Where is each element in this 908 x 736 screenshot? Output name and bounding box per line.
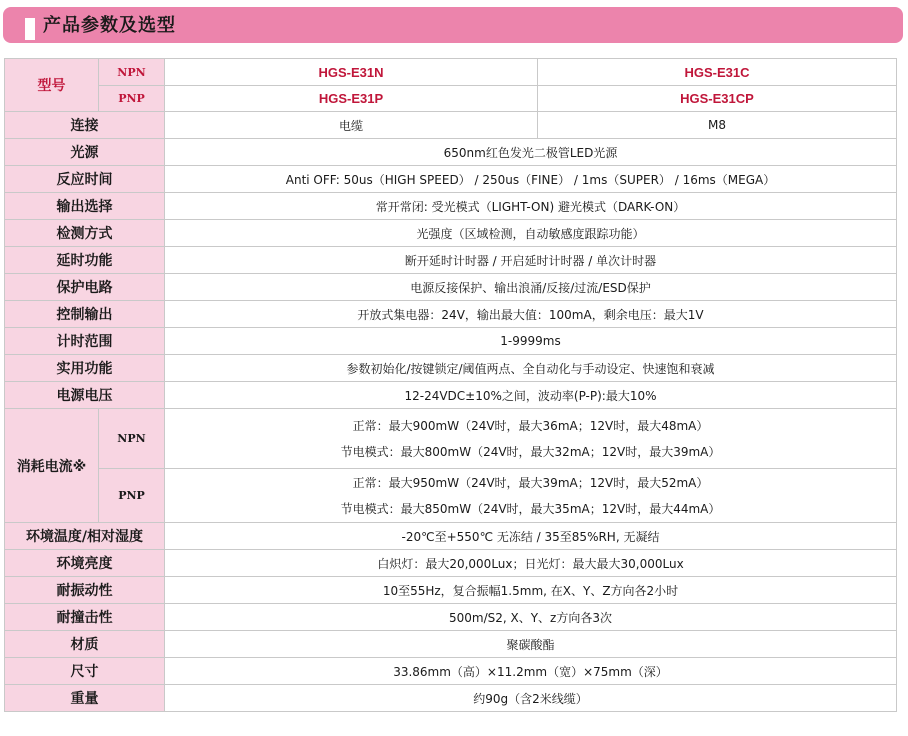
spec-row-value: 断开延时计时器 / 开启延时计时器 / 单次计时器: [165, 247, 897, 274]
spec-row-label: 尺寸: [5, 658, 165, 685]
spec-row-label: 延时功能: [5, 247, 165, 274]
current-pnp-eco: 节电模式：最大850mW（24V时，最大35mA；12V时，最大44mA）: [340, 501, 721, 516]
spec-row-value: 聚碳酸酯: [165, 631, 897, 658]
spec-row-value: 常开常闭: 受光模式（LIGHT-ON) 避光模式（DARK-ON）: [165, 193, 897, 220]
spec-row: [5, 604, 897, 631]
spec-table: [4, 58, 897, 712]
spec-row: [5, 658, 897, 685]
spec-row-value: 500m/S2, X、Y、z方向各3次: [165, 604, 897, 631]
spec-row-label: 环境亮度: [5, 550, 165, 577]
spec-row: [5, 247, 897, 274]
spec-row-value: 33.86mm（高）×11.2mm（宽）×75mm（深）: [165, 658, 897, 685]
spec-row-label: 控制输出: [5, 301, 165, 328]
spec-row-label: 耐撞击性: [5, 604, 165, 631]
current-npn-value: [165, 409, 897, 469]
model-npn-b: HGS-E31C: [538, 59, 897, 86]
spec-row: [5, 328, 897, 355]
spec-row: [5, 139, 897, 166]
spec-row-label: 材质: [5, 631, 165, 658]
spec-row-value: 白炽灯：最大20,000Lux；日光灯：最大最大30,000Lux: [165, 550, 897, 577]
page-title: 产品参数及选型: [43, 15, 176, 36]
spec-row-label: 环境温度/相对湿度: [5, 523, 165, 550]
spec-row: [5, 685, 897, 712]
spec-row: [5, 301, 897, 328]
spec-row-value: 10至55Hz，复合振幅1.5mm, 在X、Y、Z方向各2小时: [165, 577, 897, 604]
current-npn-eco: 节电模式：最大800mW（24V时，最大32mA；12V时，最大39mA）: [340, 444, 721, 459]
spec-row-value: Anti OFF: 50us（HIGH SPEED） / 250us（FINE） / 1ms（SUPER） / 16ms（MEGA）: [165, 166, 897, 193]
connection-value-b: M8: [538, 112, 897, 139]
spec-row-label: 反应时间: [5, 166, 165, 193]
spec-row-value: 12-24VDC±10%之间，波动率(P-P):最大10%: [165, 382, 897, 409]
spec-row-value: 1-9999ms: [165, 328, 897, 355]
row-connection: [5, 112, 897, 139]
spec-row-label: 实用功能: [5, 355, 165, 382]
model-pnp-b: HGS-E31CP: [538, 86, 897, 112]
spec-row-label: 保护电路: [5, 274, 165, 301]
connection-value-a: 电缆: [165, 112, 538, 139]
current-npn-label: NPN: [99, 409, 165, 469]
header-bar-marker: [25, 18, 35, 40]
spec-row-value: 650nm红色发光二极管LED光源: [165, 139, 897, 166]
model-pnp-label: PNP: [99, 86, 165, 112]
spec-row-label: 重量: [5, 685, 165, 712]
row-model-pnp: [5, 86, 897, 112]
connection-label: 连接: [5, 112, 165, 139]
spec-row: [5, 220, 897, 247]
spec-row: [5, 577, 897, 604]
spec-row: [5, 550, 897, 577]
spec-row-label: 电源电压: [5, 382, 165, 409]
row-current-pnp: [5, 469, 897, 523]
spec-row-label: 输出选择: [5, 193, 165, 220]
model-label: 型号: [5, 59, 99, 112]
row-current-npn: [5, 409, 897, 469]
spec-row: [5, 523, 897, 550]
model-pnp-a: HGS-E31P: [165, 86, 538, 112]
spec-row: [5, 382, 897, 409]
spec-row-value: 光强度（区域检测，自动敏感度跟踪功能）: [165, 220, 897, 247]
model-npn-a: HGS-E31N: [165, 59, 538, 86]
spec-row: [5, 631, 897, 658]
spec-row-label: 计时范围: [5, 328, 165, 355]
spec-row-value: 开放式集电器：24V，输出最大值：100mA，剩余电压：最大1V: [165, 301, 897, 328]
row-model-npn: [5, 59, 897, 86]
section-header: [3, 7, 903, 43]
spec-row-value: 电源反接保护、输出浪涌/反接/过流/ESD保护: [165, 274, 897, 301]
spec-row: [5, 166, 897, 193]
spec-row-value: 参数初始化/按键锁定/阈值两点、全自动化与手动设定、快速饱和衰减: [165, 355, 897, 382]
spec-row: [5, 274, 897, 301]
current-npn-normal: 正常：最大900mW（24V时，最大36mA；12V时，最大48mA）: [352, 418, 709, 433]
current-pnp-normal: 正常：最大950mW（24V时，最大39mA；12V时，最大52mA）: [352, 475, 709, 490]
spec-row-value: -20℃至+550℃ 无冻结 / 35至85%RH, 无凝结: [165, 523, 897, 550]
spec-row: [5, 193, 897, 220]
spec-row-label: 耐振动性: [5, 577, 165, 604]
spec-row-label: 检测方式: [5, 220, 165, 247]
spec-row-label: 光源: [5, 139, 165, 166]
spec-row-value: 约90g（含2米线缆）: [165, 685, 897, 712]
model-npn-label: NPN: [99, 59, 165, 86]
current-pnp-value: [165, 469, 897, 523]
spec-row: [5, 355, 897, 382]
current-pnp-label: PNP: [99, 469, 165, 523]
current-label: 消耗电流※: [5, 409, 99, 523]
